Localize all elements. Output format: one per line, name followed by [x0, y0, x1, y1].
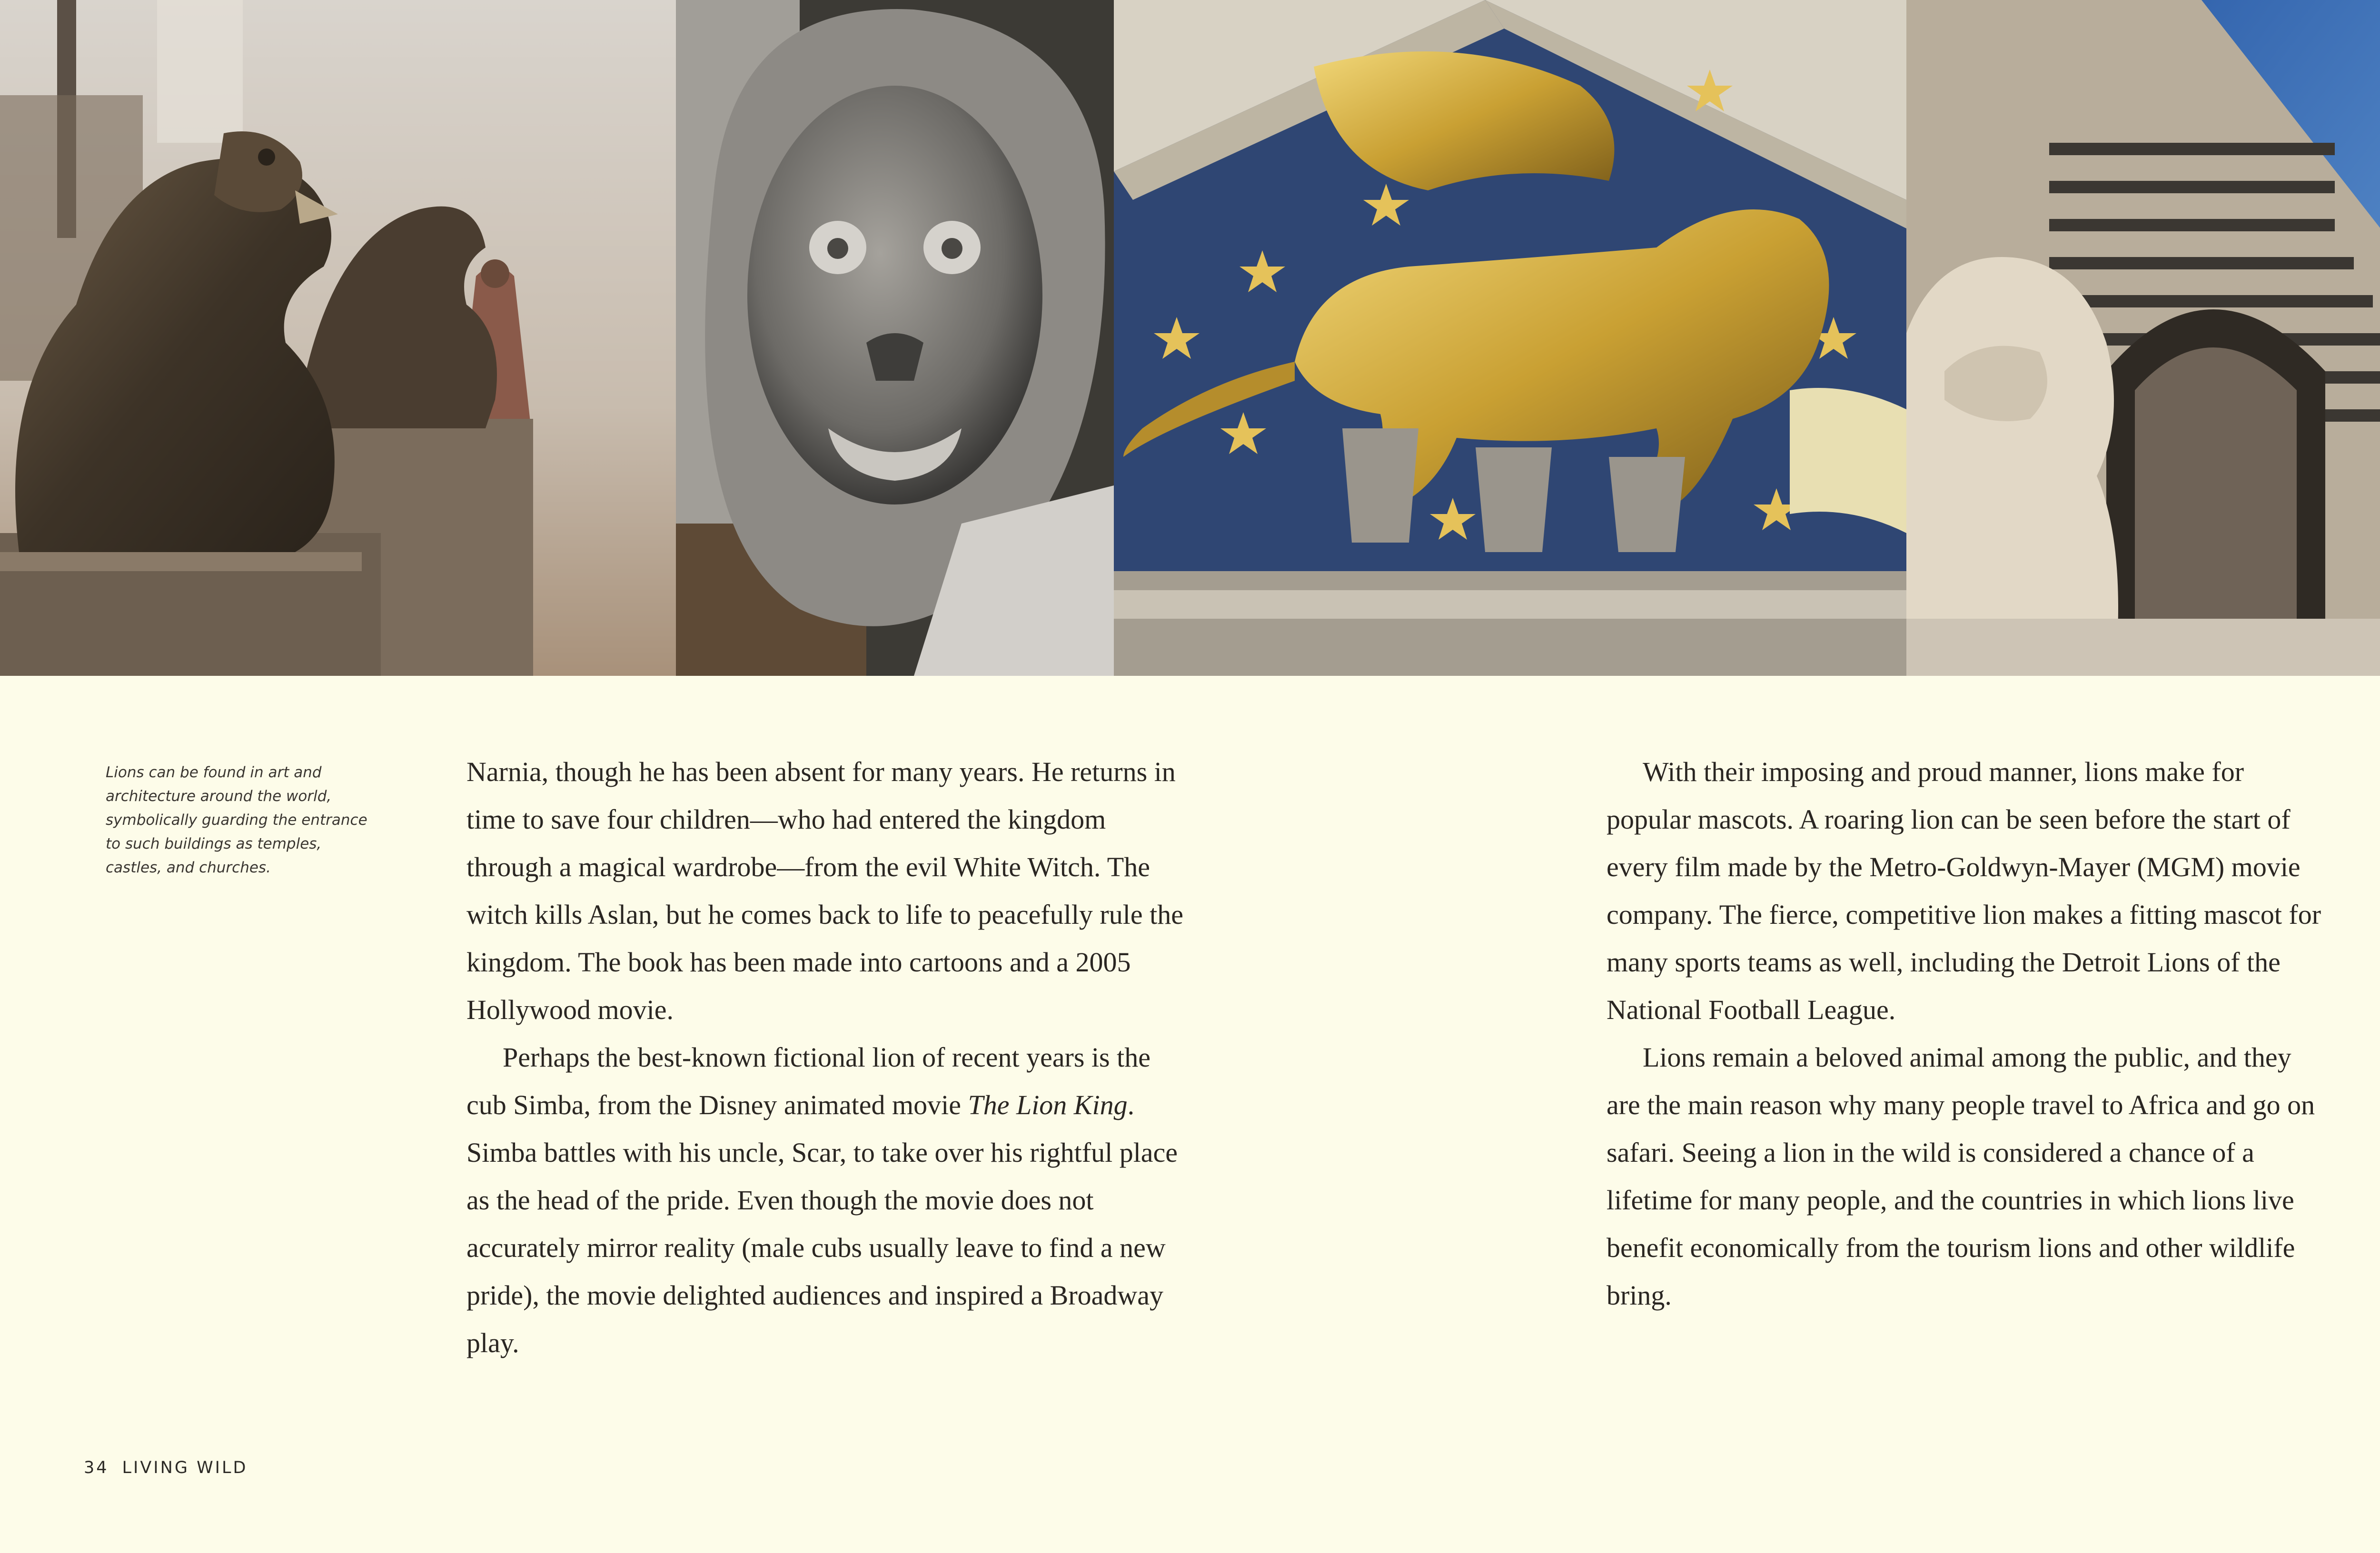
left-running-head: LIVING WILD — [122, 1458, 248, 1477]
photo-caption: Lions can be found in art and architecture around the world, symbolically guarding the entrance to such buildings as temples, castles, and churches. — [106, 764, 367, 876]
right-paragraph-1: With their imposing and proud manner, lions make for popular mascots. A roaring lion can be seen before the start of every film made by the Metro-Goldwyn-Mayer (MGM) movie company. The fierce, competitive lion makes a fitting mascot for many sports teams as well, including the Detroit Lions of the National Football League. — [1606, 756, 2321, 1025]
left-paragraph-2-start: Perhaps the best-known fictional lion of recent years is the cub Simba, from the Disney animated movie — [466, 1042, 1150, 1120]
left-paragraph-2-end: . Simba battles with his uncle, Scar, to take over his rightful place as the head of the pride. Even though the movie does not accurately mirror reality (male cubs usually leave to find a new pride), the movie delighted audiences and inspired a Broadway play. — [466, 1089, 1178, 1358]
left-text-column — [466, 748, 1190, 1367]
left-paragraph-1: Narnia, though he has been absent for many years. He returns in time to save four children—who had entered the kingdom through a magical wardrobe—from the evil White Witch. The witch kills Aslan, but he comes back to life to peacefully rule the kingdom. The book has been made into cartoons and a 2005 Hollywood movie. — [466, 756, 1183, 1025]
bronze-guardian-lions-photo — [0, 0, 676, 676]
movie-title: The Lion King — [968, 1089, 1128, 1120]
left-page-number: 34 — [84, 1458, 109, 1477]
photo-strip — [0, 0, 2380, 676]
footer-left — [84, 1458, 248, 1477]
right-paragraph-2: Lions remain a beloved animal among the public, and they are the main reason why many people travel to Africa and go on safari. Seeing a lion in the wild is considered a chance of a lifetime for many people, and the countries in which lions live benefit economically from the tourism lions and other wildlife bring. — [1606, 1042, 2315, 1311]
winged-golden-lion-photo — [1114, 0, 1906, 676]
stone-lion-face-photo — [676, 0, 1114, 676]
right-text-column — [1606, 748, 2330, 1319]
left-paragraph-2 — [466, 1034, 1190, 1367]
marble-lion-cathedral-photo — [1906, 0, 2380, 676]
